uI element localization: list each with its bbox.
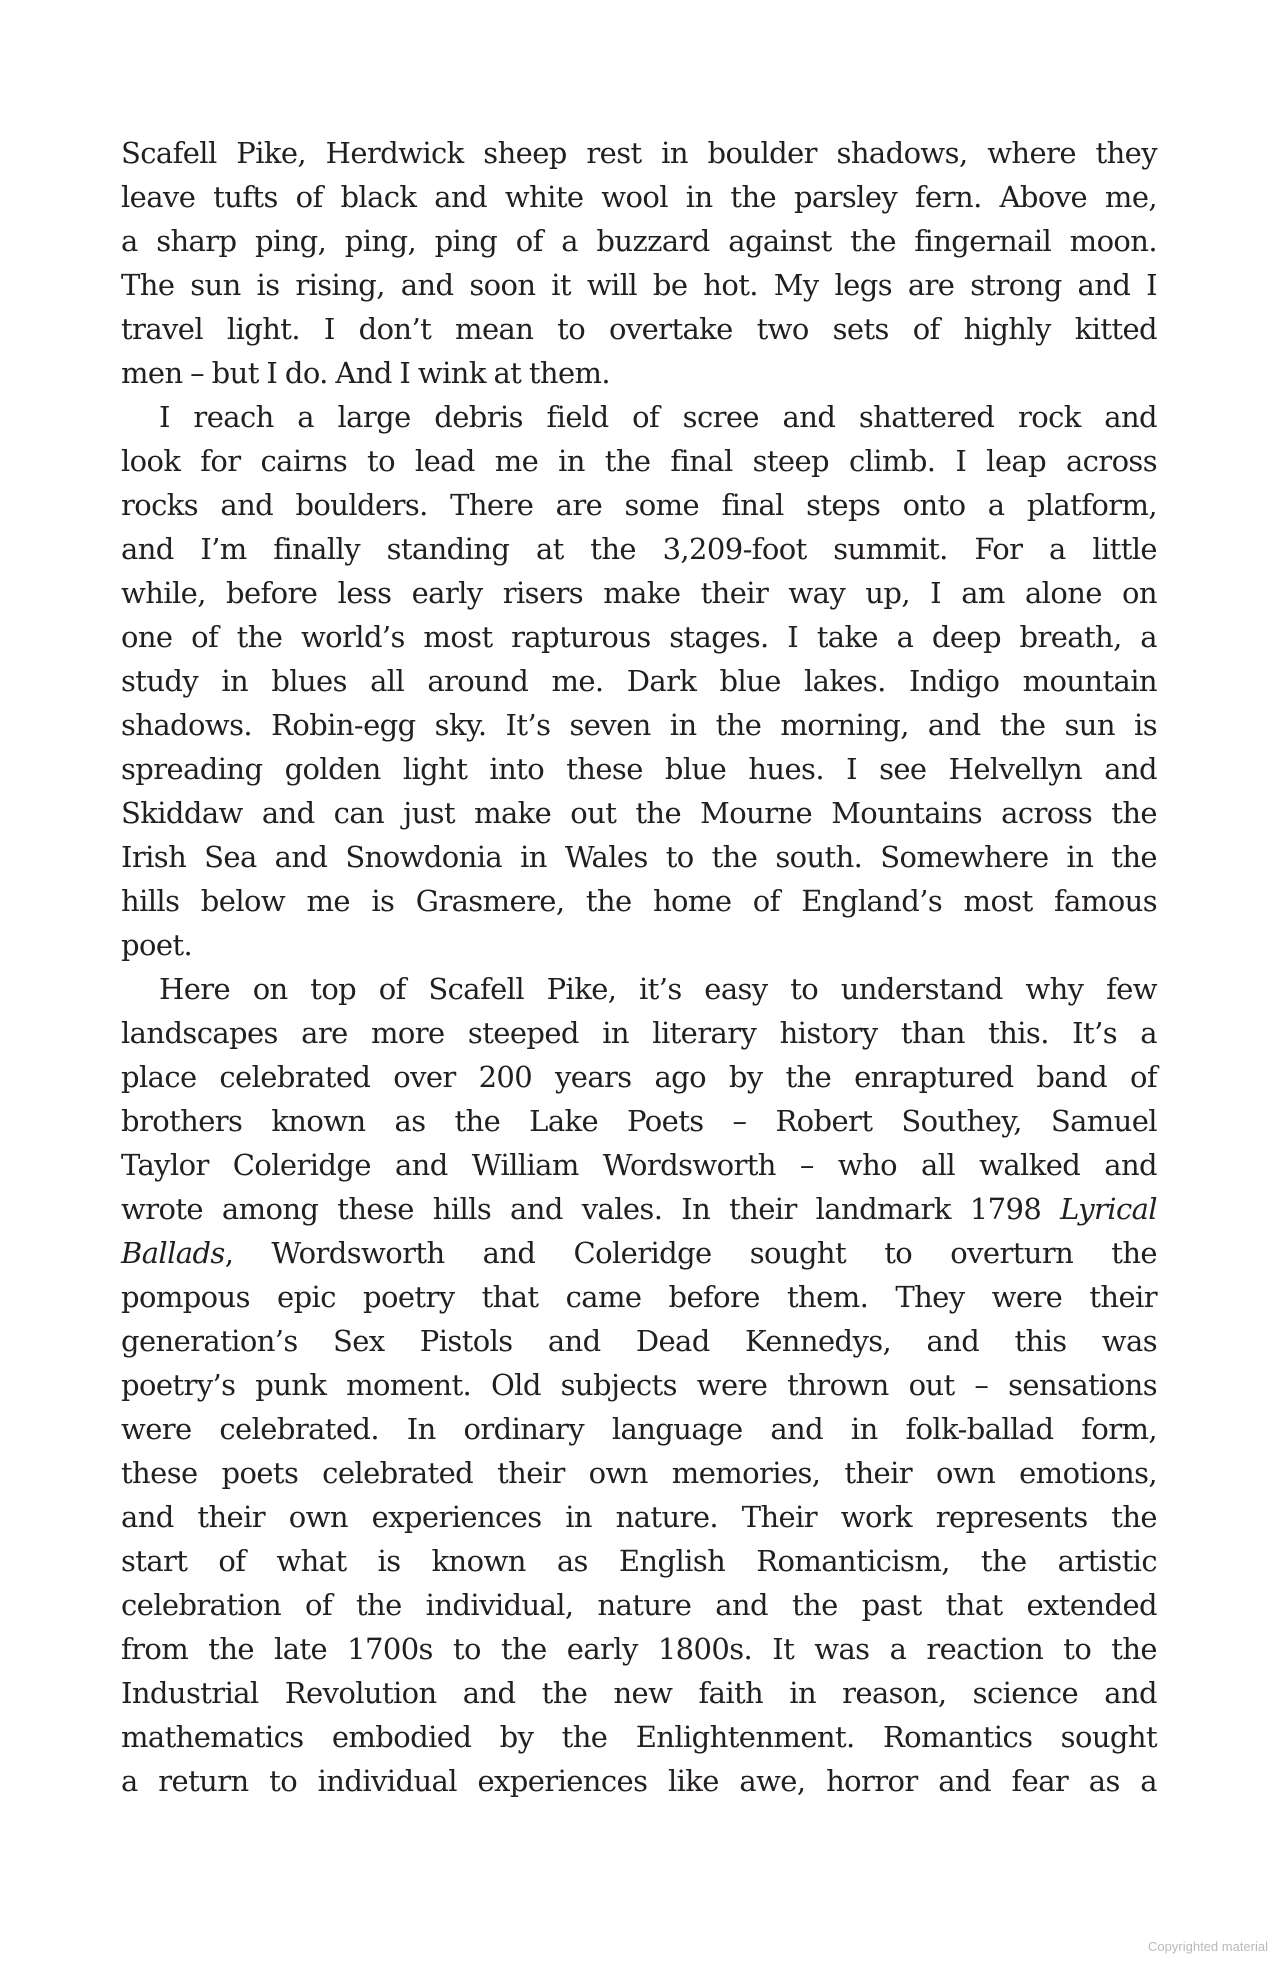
text-line: travel light. I don’t mean to overtake two sets of highly kitted <box>121 312 1157 346</box>
book-title-italic: Lyrical <box>1060 1192 1157 1226</box>
text-line: leave tufts of black and white wool in the parsley fern. Above me, <box>121 180 1157 214</box>
text-line: were celebrated. In ordinary language and in folk-ballad form, <box>121 1412 1157 1446</box>
text-line: spreading golden light into these blue hues. I see Helvellyn and <box>121 752 1157 786</box>
text-line: Skiddaw and can just make out the Mourne Mountains across the <box>121 796 1157 830</box>
text-line: one of the world’s most rapturous stages. I take a deep breath, a <box>121 620 1157 654</box>
text-line: poetry’s punk moment. Old subjects were thrown out – sensations <box>121 1368 1157 1402</box>
text-line-with-italic <box>121 1231 1157 1275</box>
text-line: a return to individual experiences like awe, horror and fear as a <box>121 1764 1157 1798</box>
text-line: generation’s Sex Pistols and Dead Kennedys, and this was <box>121 1324 1157 1358</box>
text-line: study in blues all around me. Dark blue lakes. Indigo mountain <box>121 664 1157 698</box>
paragraph-3 <box>121 967 1157 1803</box>
text-line: poet. <box>121 928 193 962</box>
copyright-watermark: Copyrighted material <box>1148 1939 1268 1954</box>
text-line: landscapes are more steeped in literary history than this. It’s a <box>121 1016 1157 1050</box>
text-line: men – but I do. And I wink at them. <box>121 356 611 390</box>
text-line: place celebrated over 200 years ago by the enraptured band of <box>121 1060 1157 1094</box>
text-line: The sun is rising, and soon it will be hot. My legs are strong and I <box>121 268 1157 302</box>
book-title-italic: Ballads <box>121 1236 225 1270</box>
paragraph-1 <box>121 131 1157 395</box>
text-fragment: wrote among these hills and vales. In their landmark 1798 <box>121 1192 1061 1226</box>
text-line: pompous epic poetry that came before them. They were their <box>121 1280 1157 1314</box>
text-line: brothers known as the Lake Poets – Robert Southey, Samuel <box>121 1104 1157 1138</box>
text-line: Here on top of Scafell Pike, it’s easy to understand why few <box>159 972 1157 1006</box>
text-line: rocks and boulders. There are some final steps onto a platform, <box>121 488 1157 522</box>
text-line: and I’m finally standing at the 3,209-foot summit. For a little <box>121 532 1157 566</box>
text-line: while, before less early risers make their way up, I am alone on <box>121 576 1157 610</box>
text-line: Industrial Revolution and the new faith in reason, science and <box>121 1676 1157 1710</box>
text-line: and their own experiences in nature. Their work represents the <box>121 1500 1157 1534</box>
text-line: hills below me is Grasmere, the home of England’s most famous <box>121 884 1157 918</box>
text-line: Taylor Coleridge and William Wordsworth – who all walked and <box>121 1148 1157 1182</box>
text-line: from the late 1700s to the early 1800s. It was a reaction to the <box>121 1632 1157 1666</box>
text-line: start of what is known as English Romanticism, the artistic <box>121 1544 1157 1578</box>
text-line: shadows. Robin-egg sky. It’s seven in the morning, and the sun is <box>121 708 1157 742</box>
book-page-text <box>121 131 1157 1803</box>
text-line: Irish Sea and Snowdonia in Wales to the south. Somewhere in the <box>121 840 1157 874</box>
text-line: mathematics embodied by the Enlightenment. Romantics sought <box>121 1720 1157 1754</box>
text-line: I reach a large debris field of scree and shattered rock and <box>159 400 1157 434</box>
text-line: Scafell Pike, Herdwick sheep rest in boulder shadows, where they <box>121 136 1157 170</box>
text-line: these poets celebrated their own memories, their own emotions, <box>121 1456 1157 1490</box>
text-line-with-italic <box>121 1187 1157 1231</box>
text-line: celebration of the individual, nature and the past that extended <box>121 1588 1157 1622</box>
paragraph-2 <box>121 395 1157 967</box>
text-fragment: , Wordsworth and Coleridge sought to overturn the <box>224 1236 1157 1270</box>
text-line: a sharp ping, ping, ping of a buzzard against the fingernail moon. <box>121 224 1157 258</box>
text-line: look for cairns to lead me in the final steep climb. I leap across <box>121 444 1157 478</box>
